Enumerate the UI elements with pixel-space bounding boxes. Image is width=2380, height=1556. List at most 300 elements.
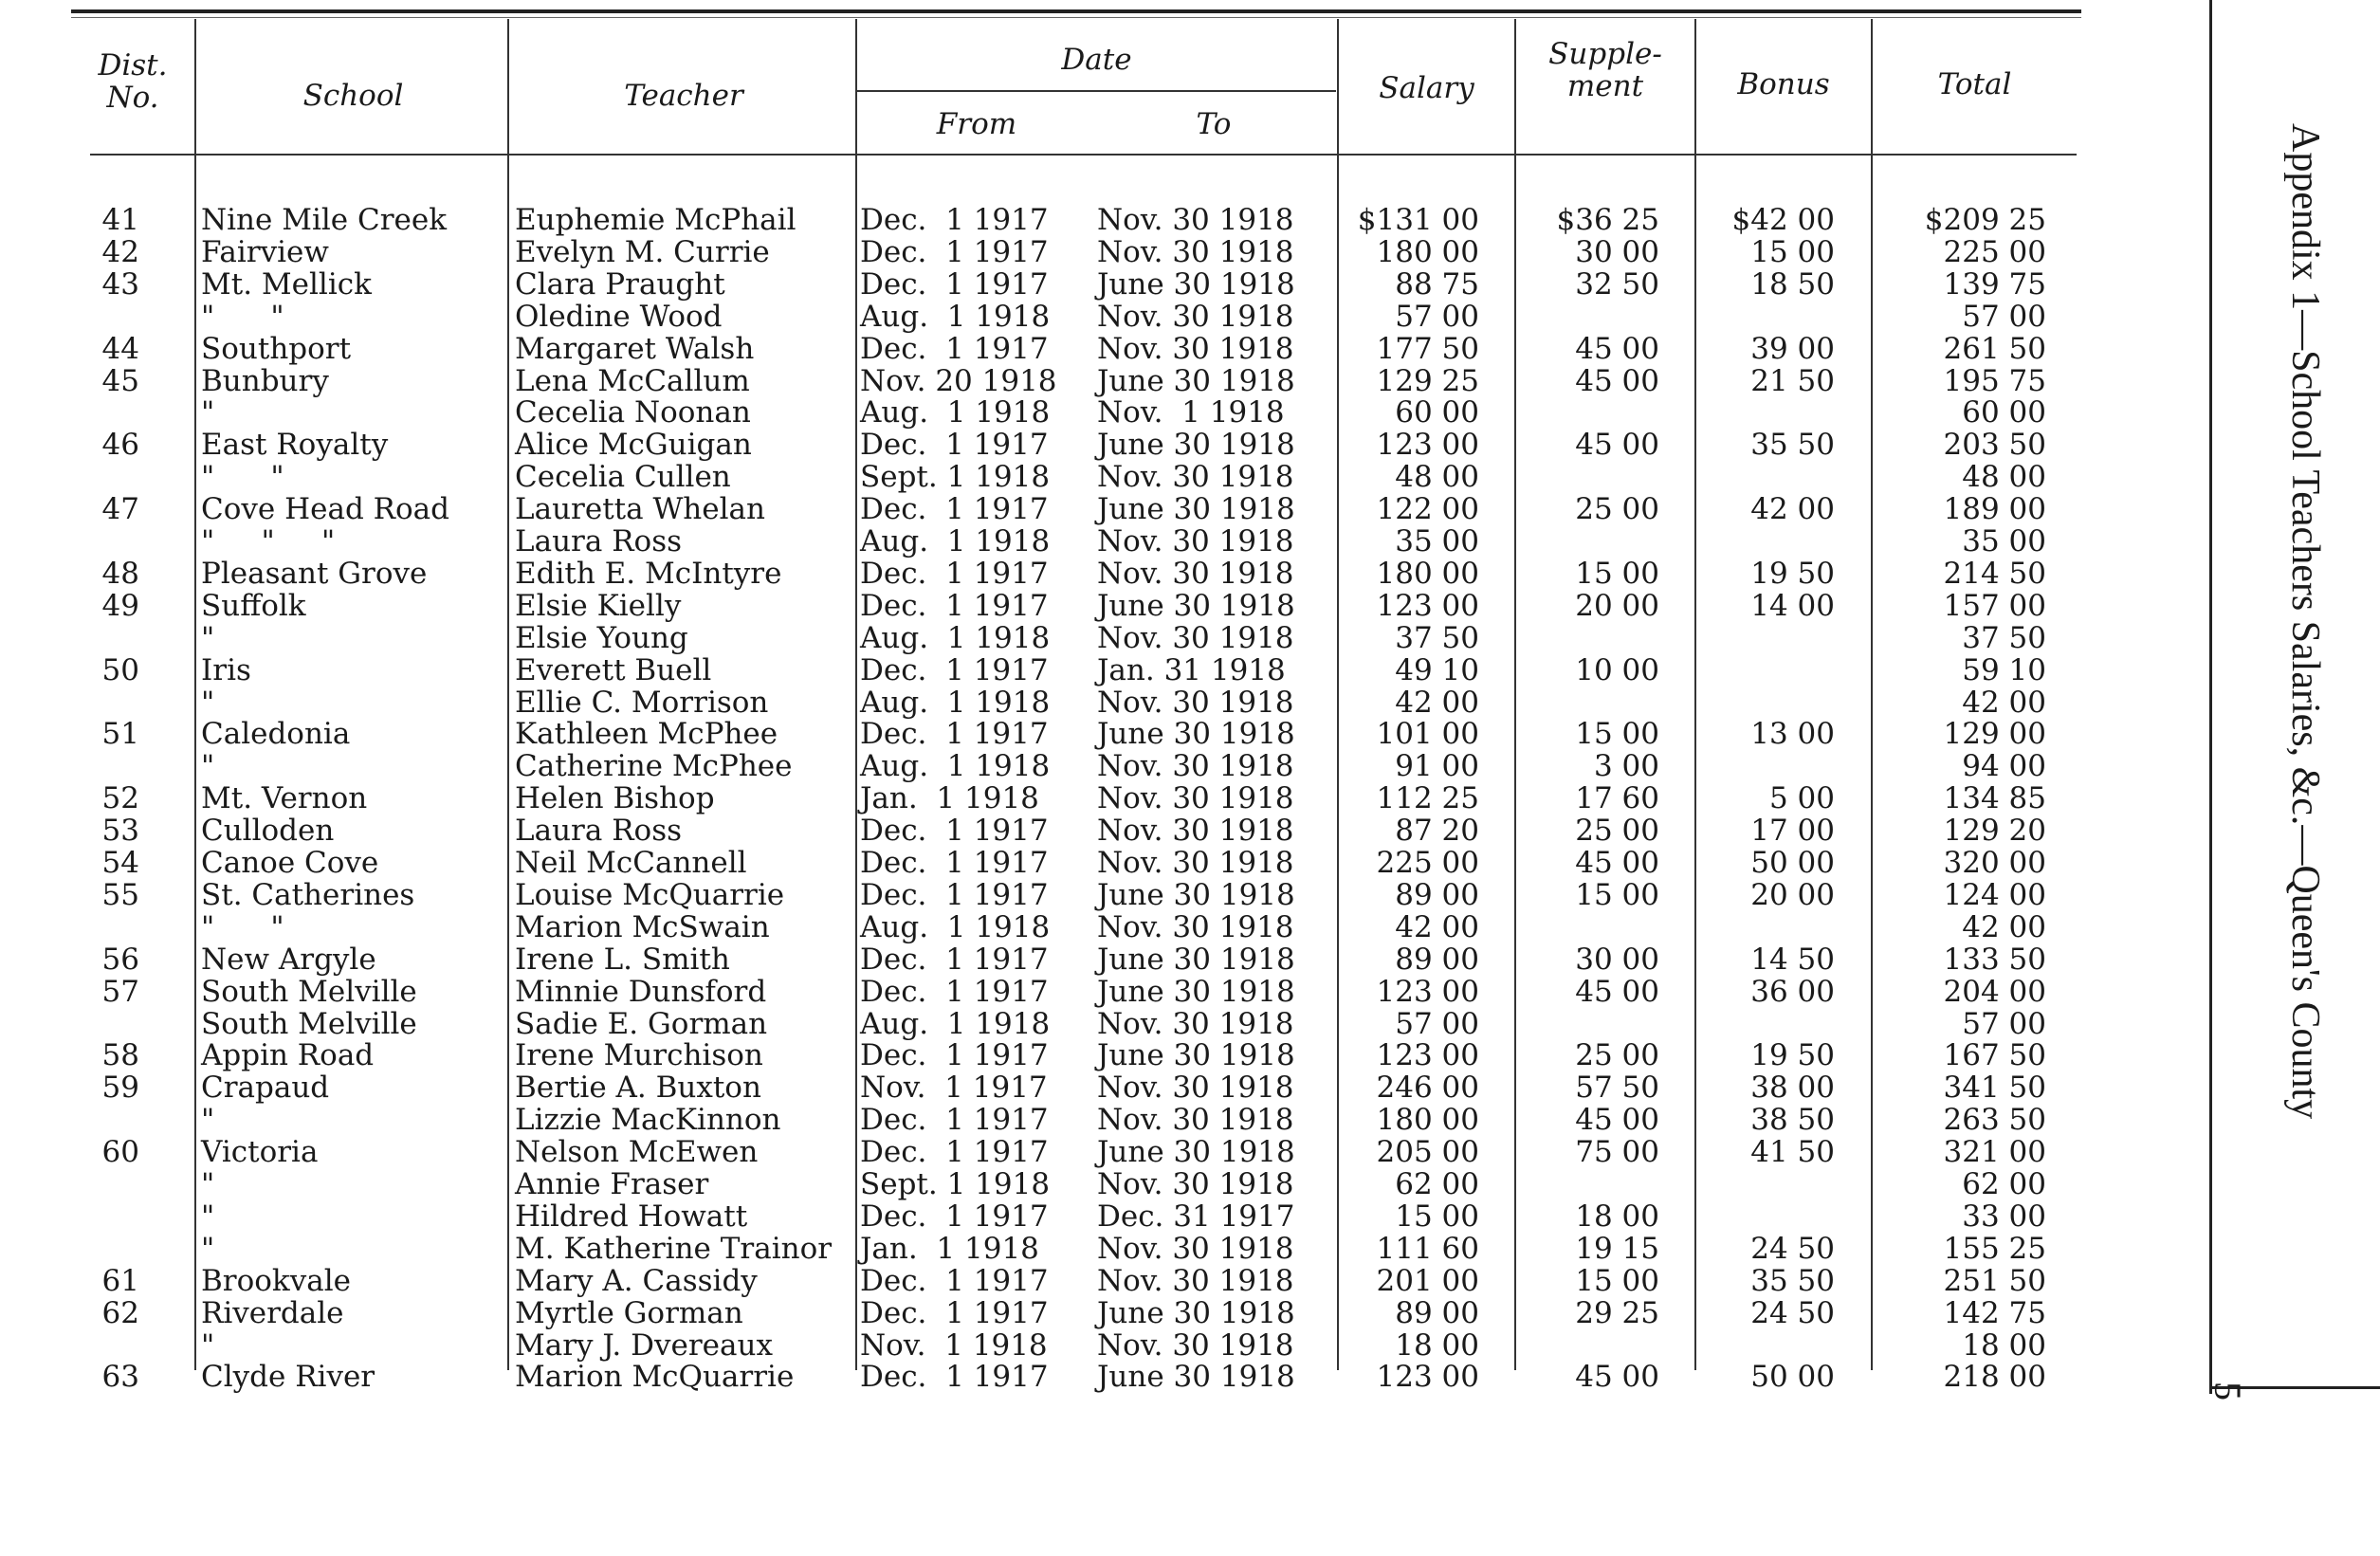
cell-teacher: Elsie Kielly	[515, 588, 682, 623]
cell-total: 133 50	[1943, 942, 2046, 977]
cell-bonus: 14 00	[1750, 588, 1835, 623]
cell-school: Culloden	[201, 814, 335, 849]
cell-to: June 30 1918	[1097, 266, 1295, 302]
cell-teacher: Laura Ross	[515, 524, 683, 558]
cell-teacher: Bertie A. Buxton	[515, 1071, 761, 1106]
cell-from: Dec. 1 1917	[860, 877, 1049, 912]
cell-total: 261 50	[1943, 331, 2046, 366]
cell-to: Nov. 30 1918	[1097, 460, 1294, 495]
cell-supplement: 17 60	[1575, 781, 1659, 816]
cell-supplement: 30 00	[1575, 234, 1659, 269]
cell-dist: 43	[101, 266, 139, 302]
cell-from: Dec. 1 1917	[860, 234, 1049, 269]
cell-total: 251 50	[1943, 1263, 2046, 1298]
cell-total: 134 85	[1943, 781, 2046, 816]
cell-teacher: Marion McQuarrie	[515, 1360, 795, 1395]
cell-teacher: Lena McCallum	[515, 363, 750, 398]
cell-from: Aug. 1 1918	[860, 620, 1051, 655]
cell-supplement: 25 00	[1575, 814, 1659, 849]
cell-salary: 35 00	[1395, 524, 1479, 558]
cell-supplement: 3 00	[1593, 749, 1659, 784]
cell-teacher: Everett Buell	[515, 652, 712, 687]
cell-dist: 60	[101, 1135, 139, 1170]
cell-to: June 30 1918	[1097, 1360, 1295, 1395]
cell-to: Nov. 30 1918	[1097, 556, 1294, 591]
cell-to: Nov. 30 1918	[1097, 299, 1294, 334]
cell-bonus: 15 00	[1750, 234, 1835, 269]
cell-supplement: 45 00	[1575, 974, 1659, 1009]
cell-dist: 54	[101, 846, 139, 880]
cell-bonus: 38 50	[1750, 1103, 1835, 1138]
cell-from: Jan. 1 1918	[860, 1231, 1039, 1266]
cell-salary: $131 00	[1357, 203, 1479, 237]
cell-salary: 37 50	[1395, 620, 1479, 655]
cell-supplement: 10 00	[1575, 652, 1659, 687]
cell-to: Nov. 30 1918	[1097, 203, 1294, 237]
cell-total: 139 75	[1943, 266, 2046, 302]
cell-school: " "	[201, 909, 284, 944]
cell-salary: 123 00	[1376, 974, 1479, 1009]
cell-school: "	[201, 685, 215, 720]
cell-bonus: 13 00	[1750, 717, 1835, 752]
cell-from: Dec. 1 1917	[860, 1360, 1049, 1395]
cell-salary: 42 00	[1395, 685, 1479, 720]
cell-from: Aug. 1 1918	[860, 395, 1051, 430]
cell-to: Nov. 30 1918	[1097, 1231, 1294, 1266]
header-date: Date	[1061, 43, 1132, 77]
cell-total: 57 00	[1962, 1006, 2046, 1041]
cell-supplement: 15 00	[1575, 877, 1659, 912]
cell-school: "	[201, 620, 215, 655]
cell-to: Jan. 31 1918	[1097, 652, 1286, 687]
date-header-rule	[857, 90, 1336, 92]
cell-teacher: Annie Fraser	[515, 1167, 709, 1201]
cell-to: June 30 1918	[1097, 1135, 1295, 1170]
cell-from: Nov. 1 1917	[860, 1071, 1048, 1106]
cell-total: 142 75	[1943, 1295, 2046, 1330]
cell-from: Dec. 1 1917	[860, 846, 1049, 880]
cell-bonus: 24 50	[1750, 1295, 1835, 1330]
cell-total: 42 00	[1962, 685, 2046, 720]
cell-from: Dec. 1 1917	[860, 1199, 1049, 1234]
cell-dist: 46	[101, 428, 139, 463]
cell-to: Nov. 30 1918	[1097, 1103, 1294, 1138]
cell-bonus: 50 00	[1750, 1360, 1835, 1395]
cell-from: Sept. 1 1918	[860, 460, 1051, 495]
cell-from: Dec. 1 1917	[860, 1038, 1049, 1073]
cell-to: Nov. 30 1918	[1097, 1071, 1294, 1106]
cell-salary: 180 00	[1376, 234, 1479, 269]
cell-salary: 49 10	[1395, 652, 1479, 687]
cell-supplement: 32 50	[1575, 266, 1659, 302]
cell-supplement: 45 00	[1575, 1360, 1659, 1395]
cell-from: Dec. 1 1917	[860, 1263, 1049, 1298]
cell-to: Nov. 30 1918	[1097, 846, 1294, 880]
cell-total: 59 10	[1962, 652, 2046, 687]
cell-from: Dec. 1 1917	[860, 266, 1049, 302]
cell-bonus: 38 00	[1750, 1071, 1835, 1106]
cell-salary: 42 00	[1395, 909, 1479, 944]
cell-from: Sept. 1 1918	[860, 1167, 1051, 1201]
cell-supplement: 45 00	[1575, 428, 1659, 463]
cell-school: South Melville	[201, 974, 417, 1009]
header-date-to: To	[1196, 107, 1232, 141]
cell-total: 321 00	[1943, 1135, 2046, 1170]
cell-dist: 45	[101, 363, 139, 398]
cell-salary: 15 00	[1395, 1199, 1479, 1234]
cell-total: 129 20	[1943, 814, 2046, 849]
cell-total: 195 75	[1943, 363, 2046, 398]
cell-to: June 30 1918	[1097, 717, 1295, 752]
cell-bonus: 20 00	[1750, 877, 1835, 912]
cell-school: East Royalty	[201, 428, 389, 463]
right-margin-rule	[2209, 0, 2212, 1394]
cell-total: 18 00	[1962, 1327, 2046, 1363]
cell-bonus: 41 50	[1750, 1135, 1835, 1170]
cell-teacher: Evelyn M. Currie	[515, 234, 770, 269]
cell-bonus: 17 00	[1750, 814, 1835, 849]
cell-supplement: 45 00	[1575, 363, 1659, 398]
cell-bonus: 18 50	[1750, 266, 1835, 302]
cell-total: 129 00	[1943, 717, 2046, 752]
cell-from: Dec. 1 1917	[860, 652, 1049, 687]
cell-salary: 60 00	[1395, 395, 1479, 430]
cell-total: 214 50	[1943, 556, 2046, 591]
cell-to: June 30 1918	[1097, 1295, 1295, 1330]
cell-teacher: Euphemie McPhail	[515, 203, 796, 237]
cell-supplement: $36 25	[1556, 203, 1659, 237]
cell-to: Nov. 30 1918	[1097, 749, 1294, 784]
cell-salary: 88 75	[1395, 266, 1479, 302]
cell-to: Nov. 30 1918	[1097, 781, 1294, 816]
cell-bonus: 39 00	[1750, 331, 1835, 366]
cell-from: Dec. 1 1917	[860, 203, 1049, 237]
cell-dist: 44	[101, 331, 139, 366]
cell-total: 62 00	[1962, 1167, 2046, 1201]
cell-salary: 62 00	[1395, 1167, 1479, 1201]
header-salary: Salary	[1379, 71, 1474, 105]
cell-total: 37 50	[1962, 620, 2046, 655]
cell-school: New Argyle	[201, 942, 376, 977]
cell-bonus: 35 50	[1750, 1263, 1835, 1298]
cell-to: June 30 1918	[1097, 942, 1295, 977]
cell-from: Dec. 1 1917	[860, 492, 1049, 527]
cell-school: " "	[201, 460, 284, 495]
cell-teacher: Marion McSwain	[515, 909, 770, 944]
cell-dist: 55	[101, 877, 139, 912]
cell-supplement: 19 15	[1575, 1231, 1659, 1266]
cell-supplement: 45 00	[1575, 1103, 1659, 1138]
cell-salary: 18 00	[1395, 1327, 1479, 1363]
cell-from: Dec. 1 1917	[860, 974, 1049, 1009]
cell-from: Aug. 1 1918	[860, 524, 1051, 558]
cell-school: Caledonia	[201, 717, 351, 752]
cell-teacher: Margaret Walsh	[515, 331, 755, 366]
cell-teacher: Laura Ross	[515, 814, 683, 849]
cell-bonus: 24 50	[1750, 1231, 1835, 1266]
cell-teacher: M. Katherine Trainor	[515, 1231, 833, 1266]
header-bottom-rule	[90, 154, 2077, 156]
cell-supplement: 15 00	[1575, 556, 1659, 591]
cell-to: Nov. 30 1918	[1097, 524, 1294, 558]
column-divider	[1514, 19, 1516, 1370]
cell-total: 189 00	[1943, 492, 2046, 527]
cell-total: 218 00	[1943, 1360, 2046, 1395]
cell-school: Brookvale	[201, 1263, 351, 1298]
cell-teacher: Neil McCannell	[515, 846, 747, 880]
cell-from: Dec. 1 1917	[860, 1135, 1049, 1170]
cell-school: "	[201, 1327, 215, 1363]
cell-to: Nov. 1 1918	[1097, 395, 1285, 430]
cell-to: Nov. 30 1918	[1097, 1006, 1294, 1041]
cell-dist: 49	[101, 588, 139, 623]
header-teacher: Teacher	[624, 79, 743, 113]
cell-from: Aug. 1 1918	[860, 909, 1051, 944]
page-number: 5	[2206, 1382, 2249, 1400]
cell-from: Jan. 1 1918	[860, 781, 1039, 816]
cell-dist: 41	[101, 203, 139, 237]
cell-supplement: 20 00	[1575, 588, 1659, 623]
cell-salary: 246 00	[1376, 1071, 1479, 1106]
cell-dist: 63	[101, 1360, 139, 1395]
cell-salary: 123 00	[1376, 428, 1479, 463]
cell-school: Mt. Mellick	[201, 266, 372, 302]
cell-school: Victoria	[201, 1135, 319, 1170]
cell-bonus: 19 50	[1750, 556, 1835, 591]
column-divider	[1694, 19, 1696, 1370]
cell-total: 204 00	[1943, 974, 2046, 1009]
cell-teacher: Irene L. Smith	[515, 942, 730, 977]
cell-salary: 112 25	[1376, 781, 1479, 816]
cell-school: "	[201, 1103, 215, 1138]
cell-from: Dec. 1 1917	[860, 331, 1049, 366]
cell-school: "	[201, 1167, 215, 1201]
cell-teacher: Elsie Young	[515, 620, 688, 655]
cell-teacher: Nelson McEwen	[515, 1135, 759, 1170]
cell-supplement: 30 00	[1575, 942, 1659, 977]
cell-total: 124 00	[1943, 877, 2046, 912]
cell-school: Canoe Cove	[201, 846, 379, 880]
cell-school: "	[201, 395, 215, 430]
cell-from: Aug. 1 1918	[860, 1006, 1051, 1041]
cell-salary: 177 50	[1376, 331, 1479, 366]
cell-salary: 129 25	[1376, 363, 1479, 398]
cell-from: Dec. 1 1917	[860, 814, 1049, 849]
cell-school: Clyde River	[201, 1360, 375, 1395]
cell-salary: 180 00	[1376, 556, 1479, 591]
cell-dist: 47	[101, 492, 139, 527]
cell-bonus: 14 50	[1750, 942, 1835, 977]
cell-to: June 30 1918	[1097, 428, 1295, 463]
cell-from: Dec. 1 1917	[860, 1103, 1049, 1138]
cell-school: South Melville	[201, 1006, 417, 1041]
cell-school: Pleasant Grove	[201, 556, 428, 591]
cell-total: 320 00	[1943, 846, 2046, 880]
cell-from: Dec. 1 1917	[860, 556, 1049, 591]
cell-supplement: 75 00	[1575, 1135, 1659, 1170]
cell-teacher: Alice McGuigan	[515, 428, 752, 463]
cell-total: 263 50	[1943, 1103, 2046, 1138]
cell-from: Dec. 1 1917	[860, 942, 1049, 977]
cell-from: Dec. 1 1917	[860, 588, 1049, 623]
cell-teacher: Edith E. McIntyre	[515, 556, 782, 591]
running-title	[2271, 123, 2328, 1356]
cell-from: Aug. 1 1918	[860, 299, 1051, 334]
cell-total: 35 00	[1962, 524, 2046, 558]
cell-salary: 89 00	[1395, 877, 1479, 912]
cell-total: $209 25	[1924, 203, 2046, 237]
cell-dist: 50	[101, 652, 139, 687]
cell-salary: 89 00	[1395, 942, 1479, 977]
cell-school: Cove Head Road	[201, 492, 449, 527]
cell-bonus: 35 50	[1750, 428, 1835, 463]
cell-from: Dec. 1 1917	[860, 717, 1049, 752]
cell-teacher: Lauretta Whelan	[515, 492, 765, 527]
cell-to: Dec. 31 1917	[1097, 1199, 1295, 1234]
cell-salary: 111 60	[1376, 1231, 1479, 1266]
cell-bonus: 42 00	[1750, 492, 1835, 527]
cell-supplement: 45 00	[1575, 331, 1659, 366]
cell-to: Nov. 30 1918	[1097, 1263, 1294, 1298]
cell-salary: 87 20	[1395, 814, 1479, 849]
cell-school: "	[201, 749, 215, 784]
cell-salary: 123 00	[1376, 1360, 1479, 1395]
cell-supplement: 45 00	[1575, 846, 1659, 880]
cell-school: "	[201, 1199, 215, 1234]
cell-total: 94 00	[1962, 749, 2046, 784]
cell-school: Riverdale	[201, 1295, 344, 1330]
cell-to: Nov. 30 1918	[1097, 331, 1294, 366]
cell-school: Bunbury	[201, 363, 329, 398]
cell-to: Nov. 30 1918	[1097, 620, 1294, 655]
cell-dist: 58	[101, 1038, 139, 1073]
cell-total: 341 50	[1943, 1071, 2046, 1106]
cell-salary: 89 00	[1395, 1295, 1479, 1330]
cell-bonus: 19 50	[1750, 1038, 1835, 1073]
cell-school: Appin Road	[201, 1038, 375, 1073]
cell-salary: 48 00	[1395, 460, 1479, 495]
cell-salary: 91 00	[1395, 749, 1479, 784]
cell-salary: 57 00	[1395, 1006, 1479, 1041]
cell-dist: 61	[101, 1263, 139, 1298]
cell-to: Nov. 30 1918	[1097, 814, 1294, 849]
cell-salary: 123 00	[1376, 1038, 1479, 1073]
cell-dist: 59	[101, 1071, 139, 1106]
cell-teacher: Helen Bishop	[515, 781, 715, 816]
cell-to: Nov. 30 1918	[1097, 1167, 1294, 1201]
cell-dist: 48	[101, 556, 139, 591]
cell-from: Nov. 1 1918	[860, 1327, 1048, 1363]
cell-dist: 53	[101, 814, 139, 849]
cell-dist: 51	[101, 717, 139, 752]
cell-to: June 30 1918	[1097, 588, 1295, 623]
cell-school: Suffolk	[201, 588, 306, 623]
cell-teacher: Sadie E. Gorman	[515, 1006, 768, 1041]
header-dist-no: Dist. No.	[98, 48, 168, 115]
cell-total: 57 00	[1962, 299, 2046, 334]
cell-dist: 52	[101, 781, 139, 816]
header-supplement: Supple- ment	[1548, 37, 1662, 103]
cell-school: Fairview	[201, 234, 329, 269]
cell-school: Mt. Vernon	[201, 781, 368, 816]
cell-teacher: Myrtle Gorman	[515, 1295, 743, 1330]
cell-teacher: Kathleen McPhee	[515, 717, 778, 752]
cell-dist: 56	[101, 942, 139, 977]
cell-to: June 30 1918	[1097, 974, 1295, 1009]
cell-from: Dec. 1 1917	[860, 1295, 1049, 1330]
cell-school: Southport	[201, 331, 352, 366]
cell-from: Nov. 20 1918	[860, 363, 1057, 398]
header-date-from: From	[936, 107, 1017, 141]
cell-salary: 122 00	[1376, 492, 1479, 527]
cell-bonus: 21 50	[1750, 363, 1835, 398]
cell-teacher: Louise McQuarrie	[515, 877, 785, 912]
cell-salary: 180 00	[1376, 1103, 1479, 1138]
cell-from: Aug. 1 1918	[860, 685, 1051, 720]
cell-to: June 30 1918	[1097, 877, 1295, 912]
cell-to: Nov. 30 1918	[1097, 234, 1294, 269]
header-total: Total	[1937, 67, 2012, 101]
cell-salary: 225 00	[1376, 846, 1479, 880]
cell-salary: 101 00	[1376, 717, 1479, 752]
cell-school: St. Catherines	[201, 877, 415, 912]
top-rule	[71, 9, 2081, 13]
cell-school: Iris	[201, 652, 251, 687]
cell-supplement: 25 00	[1575, 1038, 1659, 1073]
cell-total: 33 00	[1962, 1199, 2046, 1234]
cell-teacher: Minnie Dunsford	[515, 974, 767, 1009]
header-bonus: Bonus	[1737, 67, 1830, 101]
cell-salary: 205 00	[1376, 1135, 1479, 1170]
cell-supplement: 57 50	[1575, 1071, 1659, 1106]
cell-to: Nov. 30 1918	[1097, 685, 1294, 720]
cell-school: "	[201, 1231, 215, 1266]
cell-teacher: Hildred Howatt	[515, 1199, 748, 1234]
cell-total: 167 50	[1943, 1038, 2046, 1073]
cell-from: Aug. 1 1918	[860, 749, 1051, 784]
top-rule-thin	[71, 17, 2081, 18]
cell-dist: 57	[101, 974, 139, 1009]
cell-salary: 201 00	[1376, 1263, 1479, 1298]
cell-dist: 62	[101, 1295, 139, 1330]
cell-teacher: Mary A. Cassidy	[515, 1263, 758, 1298]
cell-teacher: Cecelia Noonan	[515, 395, 751, 430]
cell-teacher: Lizzie MacKinnon	[515, 1103, 781, 1138]
cell-teacher: Mary J. Dvereaux	[515, 1327, 773, 1363]
cell-school: " "	[201, 299, 284, 334]
cell-bonus: 36 00	[1750, 974, 1835, 1009]
cell-supplement: 29 25	[1575, 1295, 1659, 1330]
cell-supplement: 15 00	[1575, 1263, 1659, 1298]
cell-to: Nov. 30 1918	[1097, 909, 1294, 944]
cell-teacher: Catherine McPhee	[515, 749, 793, 784]
cell-bonus: 50 00	[1750, 846, 1835, 880]
cell-from: Dec. 1 1917	[860, 428, 1049, 463]
cell-to: June 30 1918	[1097, 492, 1295, 527]
cell-total: 155 25	[1943, 1231, 2046, 1266]
cell-total: 203 50	[1943, 428, 2046, 463]
cell-supplement: 15 00	[1575, 717, 1659, 752]
cell-teacher: Ellie C. Morrison	[515, 685, 769, 720]
cell-bonus: $42 00	[1731, 203, 1835, 237]
column-divider	[507, 19, 509, 1370]
cell-to: Nov. 30 1918	[1097, 1327, 1294, 1363]
cell-total: 157 00	[1943, 588, 2046, 623]
running-title-text: Appendix 1—School Teachers Salaries, &c.—Queen's County	[2283, 123, 2327, 1120]
cell-supplement: 18 00	[1575, 1199, 1659, 1234]
cell-teacher: Clara Praught	[515, 266, 725, 302]
cell-dist: 42	[101, 234, 139, 269]
